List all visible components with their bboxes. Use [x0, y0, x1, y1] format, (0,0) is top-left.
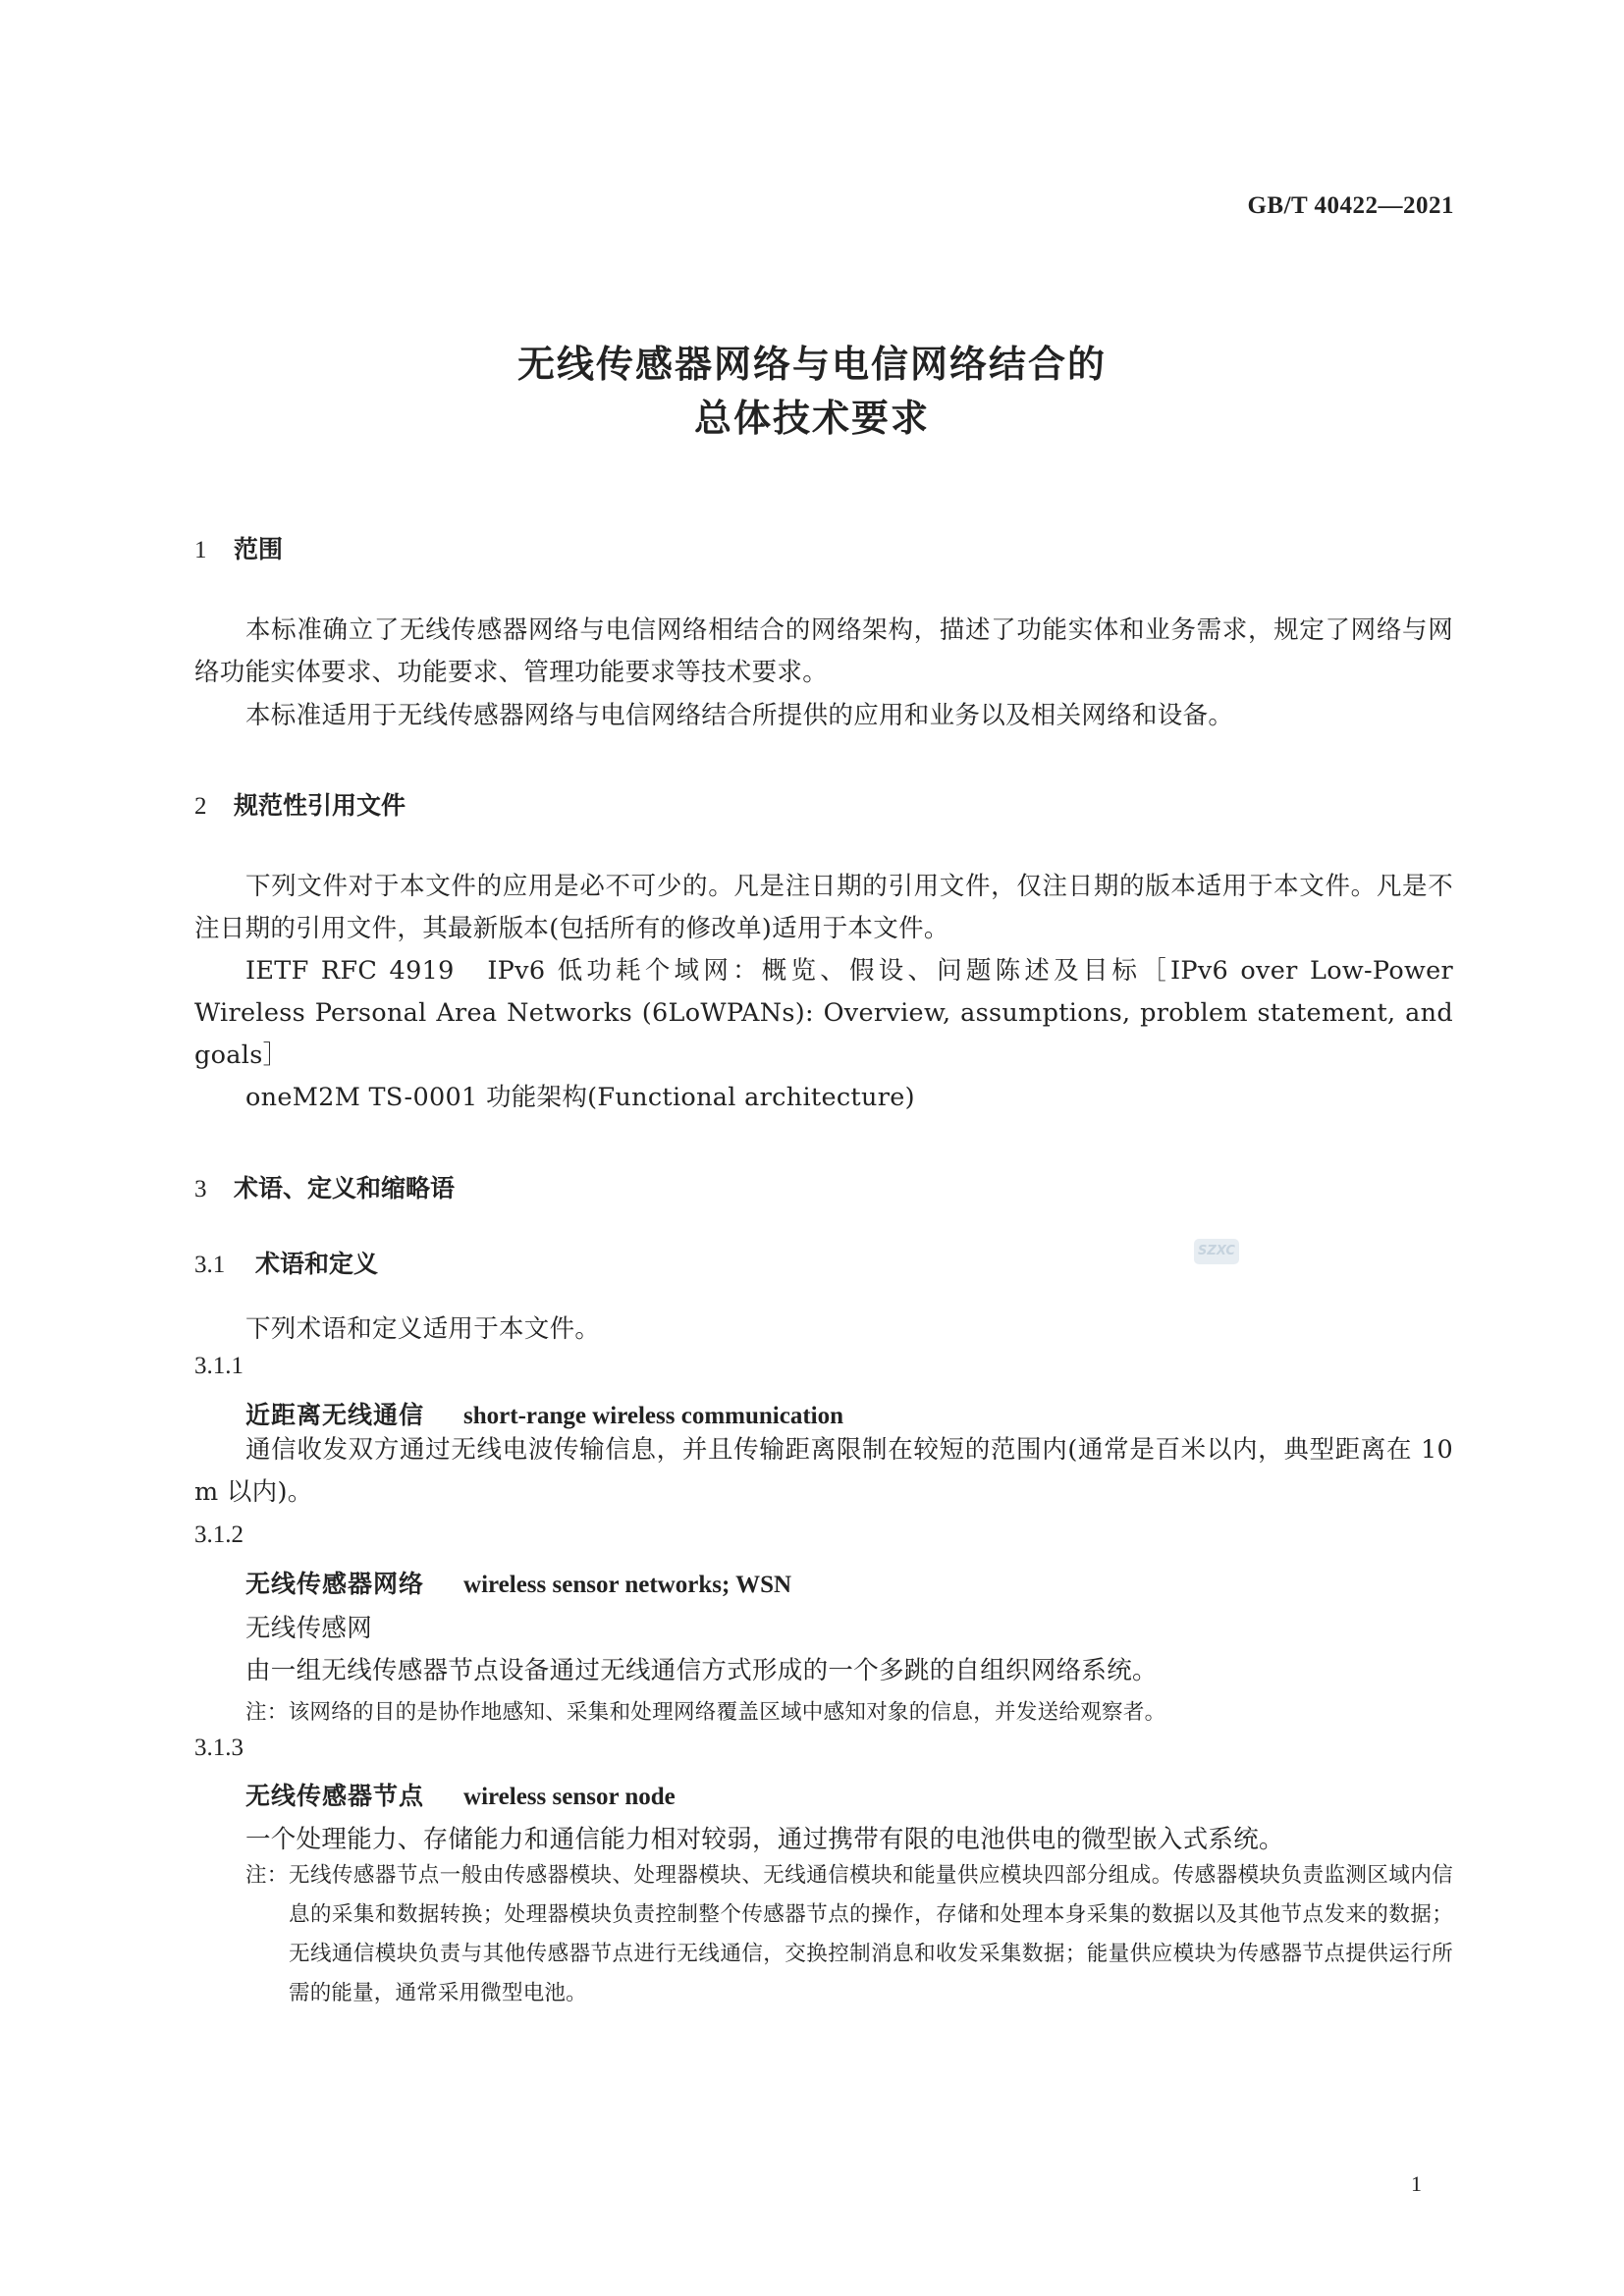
term-heading — [245, 1777, 676, 1812]
note-text: 该网络的目的是协作地感知、采集和处理网络覆盖区域中感知对象的信息，并发送给观察者。 — [288, 1700, 1166, 1725]
section-number: 1 — [194, 537, 207, 563]
section-title: 范围 — [234, 535, 284, 563]
term-chinese: 近距离无线通信 — [245, 1401, 425, 1429]
term-english: short-range wireless communication — [463, 1403, 844, 1429]
term-chinese: 无线传感器网络 — [245, 1570, 425, 1598]
section-3-heading — [194, 1169, 455, 1204]
standard-number: GB/T 40422—2021 — [1247, 192, 1454, 219]
document-title-line2: 总体技术要求 — [693, 397, 930, 440]
term-definition: 由一组无线传感器节点设备通过无线通信方式形成的一个多跳的自组织网络系统。 — [245, 1656, 1158, 1685]
term-english: wireless sensor node — [463, 1784, 676, 1810]
term-english: wireless sensor networks; WSN — [463, 1572, 792, 1598]
term-note — [245, 1856, 1453, 2013]
term-heading — [245, 1565, 791, 1600]
subsection-number: 3.1 — [194, 1252, 226, 1278]
term-number: 3.1.2 — [194, 1522, 244, 1548]
section-title: 规范性引用文件 — [234, 791, 406, 820]
subsection-3-1-heading — [194, 1245, 378, 1280]
term-number: 3.1.1 — [194, 1353, 244, 1379]
term-definition: 通信收发双方通过无线电波传输信息，并且传输距离限制在较短的范围内(通常是百米以内，典型距离在 10 m 以内)。 — [194, 1435, 1453, 1507]
section-number: 2 — [194, 793, 207, 820]
subsection-title: 术语和定义 — [255, 1250, 379, 1278]
scope-paragraph-1: 本标准确立了无线传感器网络与电信网络相结合的网络架构，描述了功能实体和业务需求，规定了网络与网络功能实体要求、功能要求、管理功能要求等技术要求。 — [194, 615, 1453, 687]
term-heading — [245, 1396, 843, 1431]
reference-ietf-rfc-4919: IETF RFC 4919 IPv6 低功耗个域网：概览、假设、问题陈述及目标［IPv6 over Low-Power Wireless Personal Area Networks (6LoWPANs): Overview, assumptions, problem statement, and goals］ — [194, 956, 1453, 1070]
page-number: 1 — [1411, 2171, 1422, 2196]
scope-paragraph-2: 本标准适用于无线传感器网络与电信网络结合所提供的应用和业务以及相关网络和设备。 — [245, 701, 1234, 730]
term-number: 3.1.3 — [194, 1735, 244, 1761]
document-title-line1: 无线传感器网络与电信网络结合的 — [516, 343, 1107, 386]
term-definition: 一个处理能力、存储能力和通信能力相对较弱，通过携带有限的电池供电的微型嵌入式系统。 — [245, 1825, 1284, 1854]
reference-onem2m-ts-0001: oneM2M TS-0001 功能架构(Functional architecture) — [245, 1083, 915, 1112]
section-1-heading — [194, 530, 283, 565]
note-text: 无线传感器节点一般由传感器模块、处理器模块、无线通信模块和能量供应模块四部分组成。传感器模块负责监测区域内信息的采集和数据转换；处理器模块负责控制整个传感器节点的操作，存储和处理本身采集的数据以及其他节点发来的数据；无线通信模块负责与其他传感器节点进行无线通信，交换控制消息和收发采集数据；能量供应模块为传感器节点提供运行所需的能量，通常采用微型电池。 — [289, 1863, 1453, 2005]
section-number: 3 — [194, 1176, 207, 1202]
term-note — [245, 1695, 1165, 1726]
note-label: 注： — [245, 1700, 289, 1725]
section-title: 术语、定义和缩略语 — [234, 1174, 456, 1202]
note-label: 注： — [245, 1863, 289, 1888]
section-2-heading — [194, 786, 406, 822]
term-chinese: 无线传感器节点 — [245, 1782, 425, 1810]
references-intro-paragraph: 下列文件对于本文件的应用是必不可少的。凡是注日期的引用文件，仅注日期的版本适用于本文件。凡是不注日期的引用文件，其最新版本(包括所有的修改单)适用于本文件。 — [194, 872, 1453, 943]
watermark-logo: SZXC — [1194, 1239, 1239, 1264]
term-synonym: 无线传感网 — [245, 1614, 373, 1643]
terms-intro: 下列术语和定义适用于本文件。 — [245, 1314, 601, 1344]
